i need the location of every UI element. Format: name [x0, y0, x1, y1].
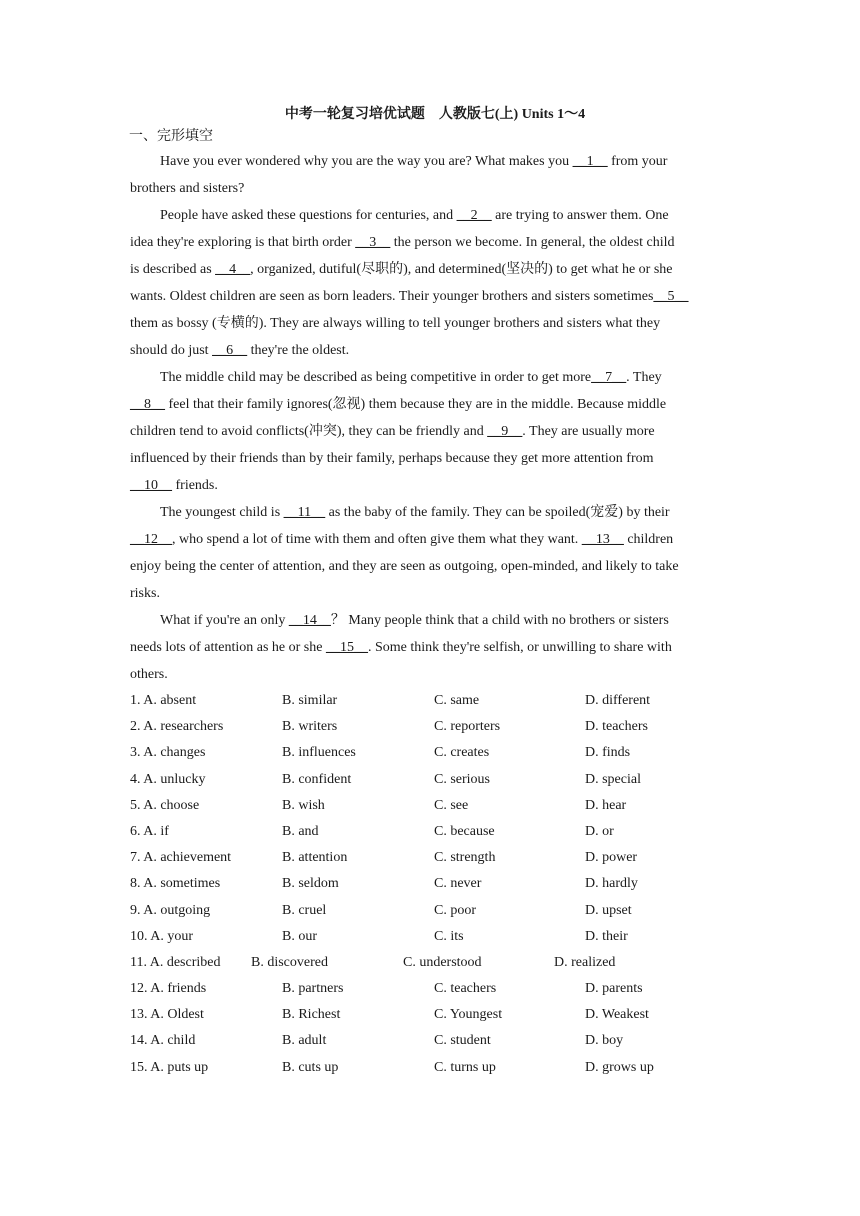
answer-options — [130, 688, 730, 1081]
passage-text: from your — [607, 154, 668, 169]
passage-line — [130, 148, 730, 175]
passage-line — [130, 202, 730, 229]
cloze-blank: __2__ — [456, 208, 492, 223]
page-title: 中考一轮复习培优试题 人教版七(上) Units 1～4 — [284, 107, 586, 122]
option-a: 4. A. unlucky — [130, 771, 206, 787]
cloze-blank: __4__ — [215, 262, 251, 277]
option-b: B. our — [282, 928, 317, 944]
passage-line — [130, 499, 730, 526]
passage-text: What if you're an only — [160, 613, 289, 628]
cloze-blank: __14__ — [288, 613, 331, 628]
passage-text: as the baby of the family. They can be spoiled(宠爱) by their — [325, 505, 670, 520]
question-row — [130, 767, 730, 793]
option-a: 13. A. Oldest — [130, 1007, 204, 1023]
cloze-blank: __15__ — [325, 640, 368, 655]
passage-text: . Some think they're selfish, or unwilling to share with — [367, 640, 672, 655]
passage-text: . They are usually more — [522, 424, 655, 439]
option-a: 6. A. if — [130, 823, 169, 839]
passage-line — [130, 229, 730, 256]
option-b: B. Richest — [282, 1007, 341, 1023]
option-b: B. influences — [282, 745, 356, 761]
cloze-blank: __3__ — [355, 235, 391, 250]
option-c: C. same — [434, 693, 480, 708]
cloze-blank: __12__ — [130, 532, 172, 547]
passage-text: needs lots of attention as he or she — [130, 640, 326, 655]
passage-line — [130, 391, 730, 418]
option-a: 9. A. outgoing — [130, 902, 211, 918]
passage-text: is described as — [130, 262, 216, 277]
question-row — [130, 950, 730, 976]
option-d: D. hear — [585, 797, 627, 813]
option-c: C. see — [434, 797, 469, 813]
option-d: D. parents — [585, 981, 643, 997]
passage-text: children tend to avoid conflicts(冲突), they can be friendly and — [130, 424, 488, 439]
passage-line — [130, 526, 730, 553]
passage-text: idea they're exploring is that birth order — [130, 235, 356, 250]
passage-text: , organized, dutiful(尽职的), and determined(坚决的) to get what he or she — [250, 262, 673, 277]
option-a: 5. A. choose — [130, 797, 200, 813]
passage-line — [130, 472, 730, 499]
option-d: D. boy — [585, 1033, 624, 1049]
option-b: B. cruel — [282, 902, 327, 918]
option-d: D. or — [585, 823, 614, 839]
cloze-blank: __9__ — [487, 424, 523, 439]
option-d: D. power — [585, 850, 638, 866]
option-a: 14. A. child — [130, 1033, 196, 1049]
question-row — [130, 714, 730, 740]
passage-text: Have you ever wondered why you are the way you are? What makes you — [160, 154, 573, 169]
document-page — [130, 104, 730, 1081]
option-c: C. understood — [403, 954, 482, 970]
passage-text: People have asked these questions for centuries, and — [160, 208, 457, 223]
passage-line — [130, 283, 730, 310]
option-c: C. its — [434, 928, 464, 944]
option-a: 12. A. friends — [130, 981, 207, 997]
option-a: 1. A. absent — [130, 693, 197, 708]
passage-text: . They — [626, 370, 662, 385]
cloze-blank: __6__ — [212, 343, 248, 358]
passage-text: The middle child may be described as being competitive in order to get more — [160, 370, 592, 385]
passage-text: should do just — [130, 343, 213, 358]
passage-line — [130, 337, 730, 364]
passage-line — [130, 580, 730, 607]
option-c: C. never — [434, 876, 482, 892]
option-b: B. wish — [282, 797, 325, 813]
question-row — [130, 898, 730, 924]
passage-text: wants. Oldest children are seen as born leaders. Their younger brothers and sisters sometimes — [130, 289, 654, 304]
passage-text: friends. — [172, 478, 218, 493]
option-d: D. hardly — [585, 876, 638, 892]
question-row — [130, 819, 730, 845]
passage-text: feel that their family ignores(忽视) them because they are in the middle. Because middle — [165, 397, 667, 412]
option-a: 15. A. puts up — [130, 1059, 209, 1075]
question-row — [130, 1055, 730, 1081]
passage-text: them as bossy (专横的). They are always willing to tell younger brothers and sisters what they — [130, 316, 661, 331]
option-c: C. creates — [434, 745, 490, 761]
question-row — [130, 871, 730, 897]
option-a: 3. A. changes — [130, 745, 206, 761]
passage-text: enjoy being the center of attention, and they are seen as outgoing, open-minded, and likely to take — [130, 559, 679, 574]
cloze-blank: __10__ — [130, 478, 172, 493]
option-c: C. because — [434, 823, 495, 839]
passage-text: The youngest child is — [160, 505, 284, 520]
cloze-blank: __7__ — [591, 370, 627, 385]
option-d: D. realized — [554, 954, 616, 970]
passage-text: risks. — [130, 586, 160, 601]
passage-line — [130, 364, 730, 391]
option-b: B. adult — [282, 1033, 327, 1049]
option-c: C. strength — [434, 850, 496, 866]
question-row — [130, 924, 730, 950]
option-a: 11. A. described — [130, 954, 221, 970]
option-b: B. attention — [282, 850, 348, 866]
passage-text: they're the oldest. — [247, 343, 350, 358]
option-a: 8. A. sometimes — [130, 876, 221, 892]
cloze-blank: __13__ — [581, 532, 624, 547]
passage-text: are trying to answer them. One — [491, 208, 669, 223]
option-c: C. Youngest — [434, 1007, 503, 1023]
question-row — [130, 845, 730, 871]
option-d: D. Weakest — [585, 1007, 649, 1023]
passage-text: the person we become. In general, the oldest child — [390, 235, 675, 250]
section-heading: 一、完形填空 — [129, 129, 213, 144]
option-b: B. and — [282, 823, 319, 839]
option-c: C. turns up — [434, 1059, 496, 1075]
passage-line — [130, 256, 730, 283]
option-d: D. upset — [585, 902, 632, 918]
cloze-blank: __8__ — [130, 397, 165, 412]
option-c: C. student — [434, 1033, 491, 1049]
option-d: D. grows up — [585, 1059, 654, 1075]
passage-line — [130, 445, 730, 472]
option-a: 7. A. achievement — [130, 850, 232, 866]
option-b: B. seldom — [282, 876, 339, 892]
option-b: B. similar — [282, 693, 338, 708]
question-row — [130, 688, 730, 714]
option-b: B. partners — [282, 981, 344, 997]
passage-text: influenced by their friends than by their family, perhaps because they get more attention from — [130, 451, 654, 466]
option-d: D. finds — [585, 745, 631, 761]
passage-line — [130, 634, 730, 661]
passage-line — [130, 607, 730, 634]
option-c: C. teachers — [434, 981, 497, 997]
option-d: D. their — [585, 928, 628, 944]
option-b: B. cuts up — [282, 1059, 339, 1075]
cloze-blank: __11__ — [283, 505, 326, 520]
passage-text: others. — [130, 667, 168, 682]
cloze-blank: __1__ — [572, 154, 608, 169]
passage-line — [130, 553, 730, 580]
option-c: C. poor — [434, 902, 476, 918]
question-row — [130, 1028, 730, 1054]
option-b: B. discovered — [251, 954, 328, 970]
option-c: C. serious — [434, 771, 490, 787]
cloze-passage — [130, 148, 730, 688]
option-c: C. reporters — [434, 719, 501, 735]
question-row — [130, 1002, 730, 1028]
option-d: D. teachers — [585, 719, 648, 735]
passage-line — [130, 418, 730, 445]
question-row — [130, 793, 730, 819]
passage-text: ？ Many people think that a child with no brothers or sisters — [330, 613, 669, 628]
question-row — [130, 976, 730, 1002]
passage-line — [130, 661, 730, 688]
option-d: D. different — [585, 693, 651, 708]
passage-line — [130, 175, 730, 202]
passage-text: children — [623, 532, 674, 547]
passage-text: , who spend a lot of time with them and often give them what they want. — [172, 532, 582, 547]
option-a: 2. A. researchers — [130, 719, 224, 735]
question-row — [130, 740, 730, 766]
option-a: 10. A. your — [130, 928, 193, 944]
option-b: B. writers — [282, 719, 338, 735]
cloze-blank: __5__ — [653, 289, 689, 304]
passage-text: brothers and sisters? — [130, 181, 245, 196]
option-d: D. special — [585, 771, 641, 787]
passage-line — [130, 310, 730, 337]
option-b: B. confident — [282, 771, 352, 787]
